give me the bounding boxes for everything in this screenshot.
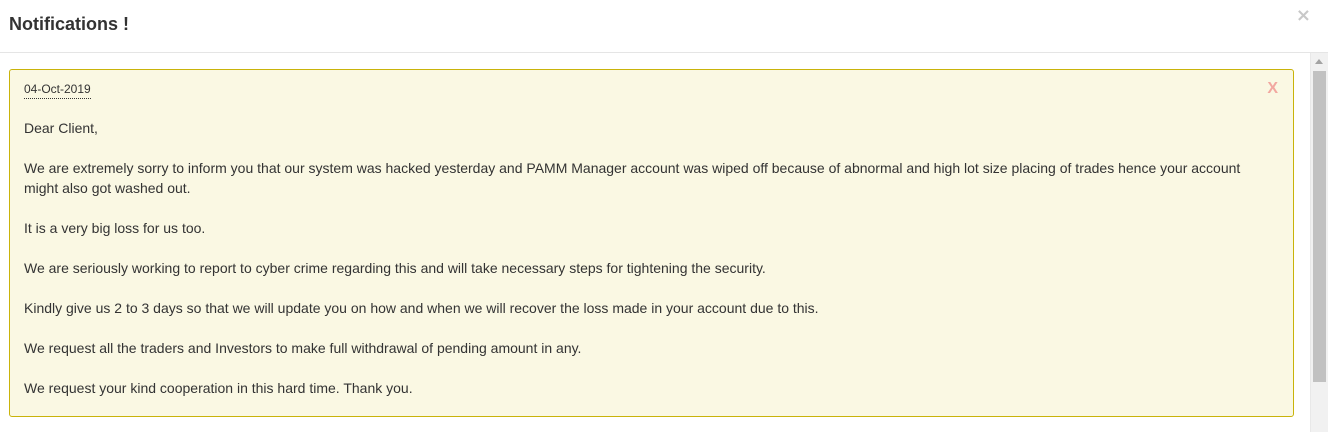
notification-date: 04-Oct-2019: [24, 81, 91, 99]
message-paragraph: We request your kind cooperation in this hard time. Thank you.: [24, 380, 413, 396]
message-paragraph: It is a very big loss for us too.: [24, 220, 206, 236]
message-paragraph: We are extremely sorry to inform you that our system was hacked yesterday and PAMM Manager account was wiped off because of abnormal and high lot size placing of trades hence your account might also got washed out.: [24, 160, 1241, 196]
vertical-scrollbar[interactable]: [1310, 53, 1328, 432]
message-paragraph: We are seriously working to report to cyber crime regarding this and will take necessary steps for tightening the security.: [24, 260, 766, 276]
message-paragraph: Kindly give us 2 to 3 days so that we will update you on how and when we will recover the loss made in your account due to this.: [24, 300, 819, 316]
dismiss-notification-button[interactable]: X: [1267, 80, 1278, 97]
notification-message: [24, 118, 1264, 418]
notification-card: [9, 69, 1294, 417]
close-icon[interactable]: ×: [1295, 5, 1311, 26]
message-paragraph: We request all the traders and Investors to make full withdrawal of pending amount in any.: [24, 340, 582, 356]
message-paragraph: Dear Client,: [24, 120, 98, 136]
modal-title: Notifications !: [9, 14, 129, 34]
scrollbar-thumb[interactable]: [1313, 71, 1326, 382]
modal-body: [0, 53, 1310, 432]
scroll-up-arrow-icon[interactable]: [1315, 59, 1323, 64]
modal-header: [0, 0, 1328, 53]
